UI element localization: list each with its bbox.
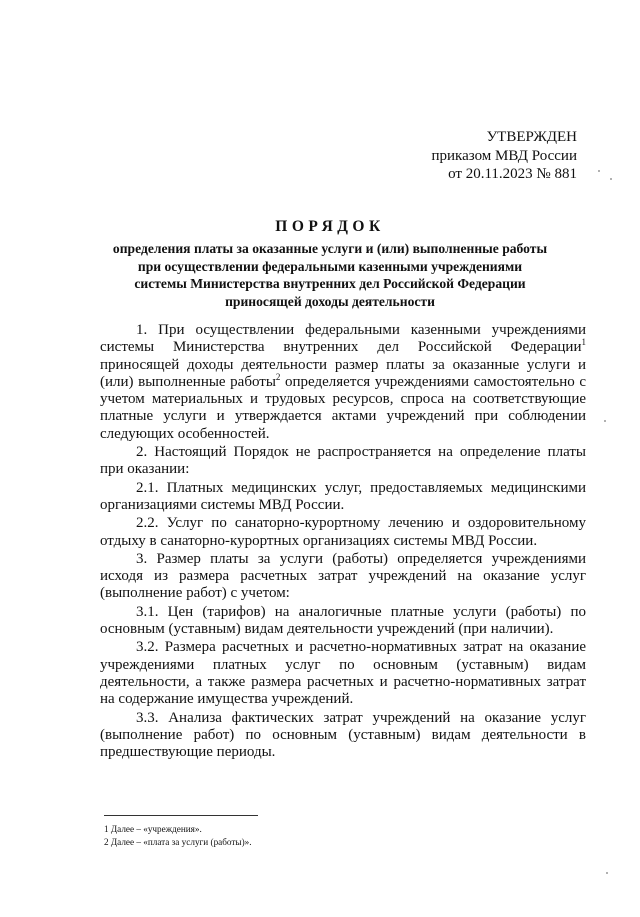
paragraph-3-1: 3.1. Цен (тарифов) на аналогичные платные услуги (работы) по основным (уставным) видам деятельности учреждений (при наличии).	[100, 603, 586, 638]
document-title: ПОРЯДОК	[275, 218, 385, 235]
paragraph-3-3: 3.3. Анализа фактических затрат учреждений на оказание услуг (выполнение работ) по основным (уставным) видам деятельности в предшествующие периоды.	[100, 709, 586, 761]
footnote-ref-2: 2	[275, 371, 281, 382]
footnotes	[104, 823, 252, 849]
subtitle-line: определения платы за оказанные услуги и (или) выполненные работы	[112, 241, 548, 256]
subtitle-line: при осуществлении федеральными казенными учреждениями	[137, 258, 523, 274]
document-subtitle	[80, 240, 580, 310]
title-block	[80, 218, 580, 310]
approval-order: приказом МВД России	[431, 147, 577, 164]
subtitle-line: системы Министерства внутренних дел Российской Федерации	[134, 276, 526, 291]
footnote-1: 1 Далее – «учреждения».	[104, 824, 202, 834]
approval-stamp	[431, 128, 577, 184]
approval-date-number: от 20.11.2023 № 881	[448, 166, 577, 182]
paragraph-2-1: 2.1. Платных медицинских услуг, предоставляемых медицинскими организациями системы МВД России.	[100, 479, 586, 513]
scan-speck	[604, 420, 606, 422]
scan-speck	[598, 170, 600, 172]
paragraph-2: 2. Настоящий Порядок не распространяется на определение платы при оказании:	[100, 444, 586, 478]
paragraph-2-2: 2.2. Услуг по санаторно-курортному лечению и оздоровительному отдыху в санаторно-курортных организациях системы МВД России.	[100, 515, 586, 549]
scan-speck	[610, 178, 612, 180]
paragraph-3: 3. Размер платы за услуги (работы) определяется учреждениями исходя из размера расчетных затрат учреждений на оказание услуг (выполнение работ) с учетом:	[100, 550, 586, 602]
paragraph-3-2: 3.2. Размера расчетных и расчетно-нормативных затрат на оказание учреждениями платных услуг по основным (уставным) видам деятельности, а также размера расчетных и расчетно-нормативных затрат на содержание имущества учреждений.	[100, 639, 586, 708]
document-body	[100, 322, 586, 762]
footnote-ref-1: 1	[581, 337, 586, 348]
footnote-2: 2 Далее – «плата за услуги (работы)».	[104, 837, 252, 847]
paragraph-text: определяется учреждениями самостоятельно с учетом материальных и трудовых ресурсов, спроса на соответствующие платные услуги и утверждается актами учреждений при соблюдении следующих особенностей.	[100, 373, 586, 442]
scan-speck	[606, 872, 608, 874]
approval-heading: УТВЕРЖДЕН	[486, 129, 577, 145]
subtitle-line: приносящей доходы деятельности	[225, 293, 435, 309]
paragraph-text: 1. При осуществлении федеральными казенными учреждениями системы Министерства внутренних дел Российской Федерации	[100, 322, 586, 356]
paragraph-1	[100, 322, 586, 443]
paragraph-text: приносящей доходы деятельности размер платы за оказанные услуги и (или) выполненные работы	[100, 356, 586, 390]
footnote-divider	[104, 815, 258, 816]
